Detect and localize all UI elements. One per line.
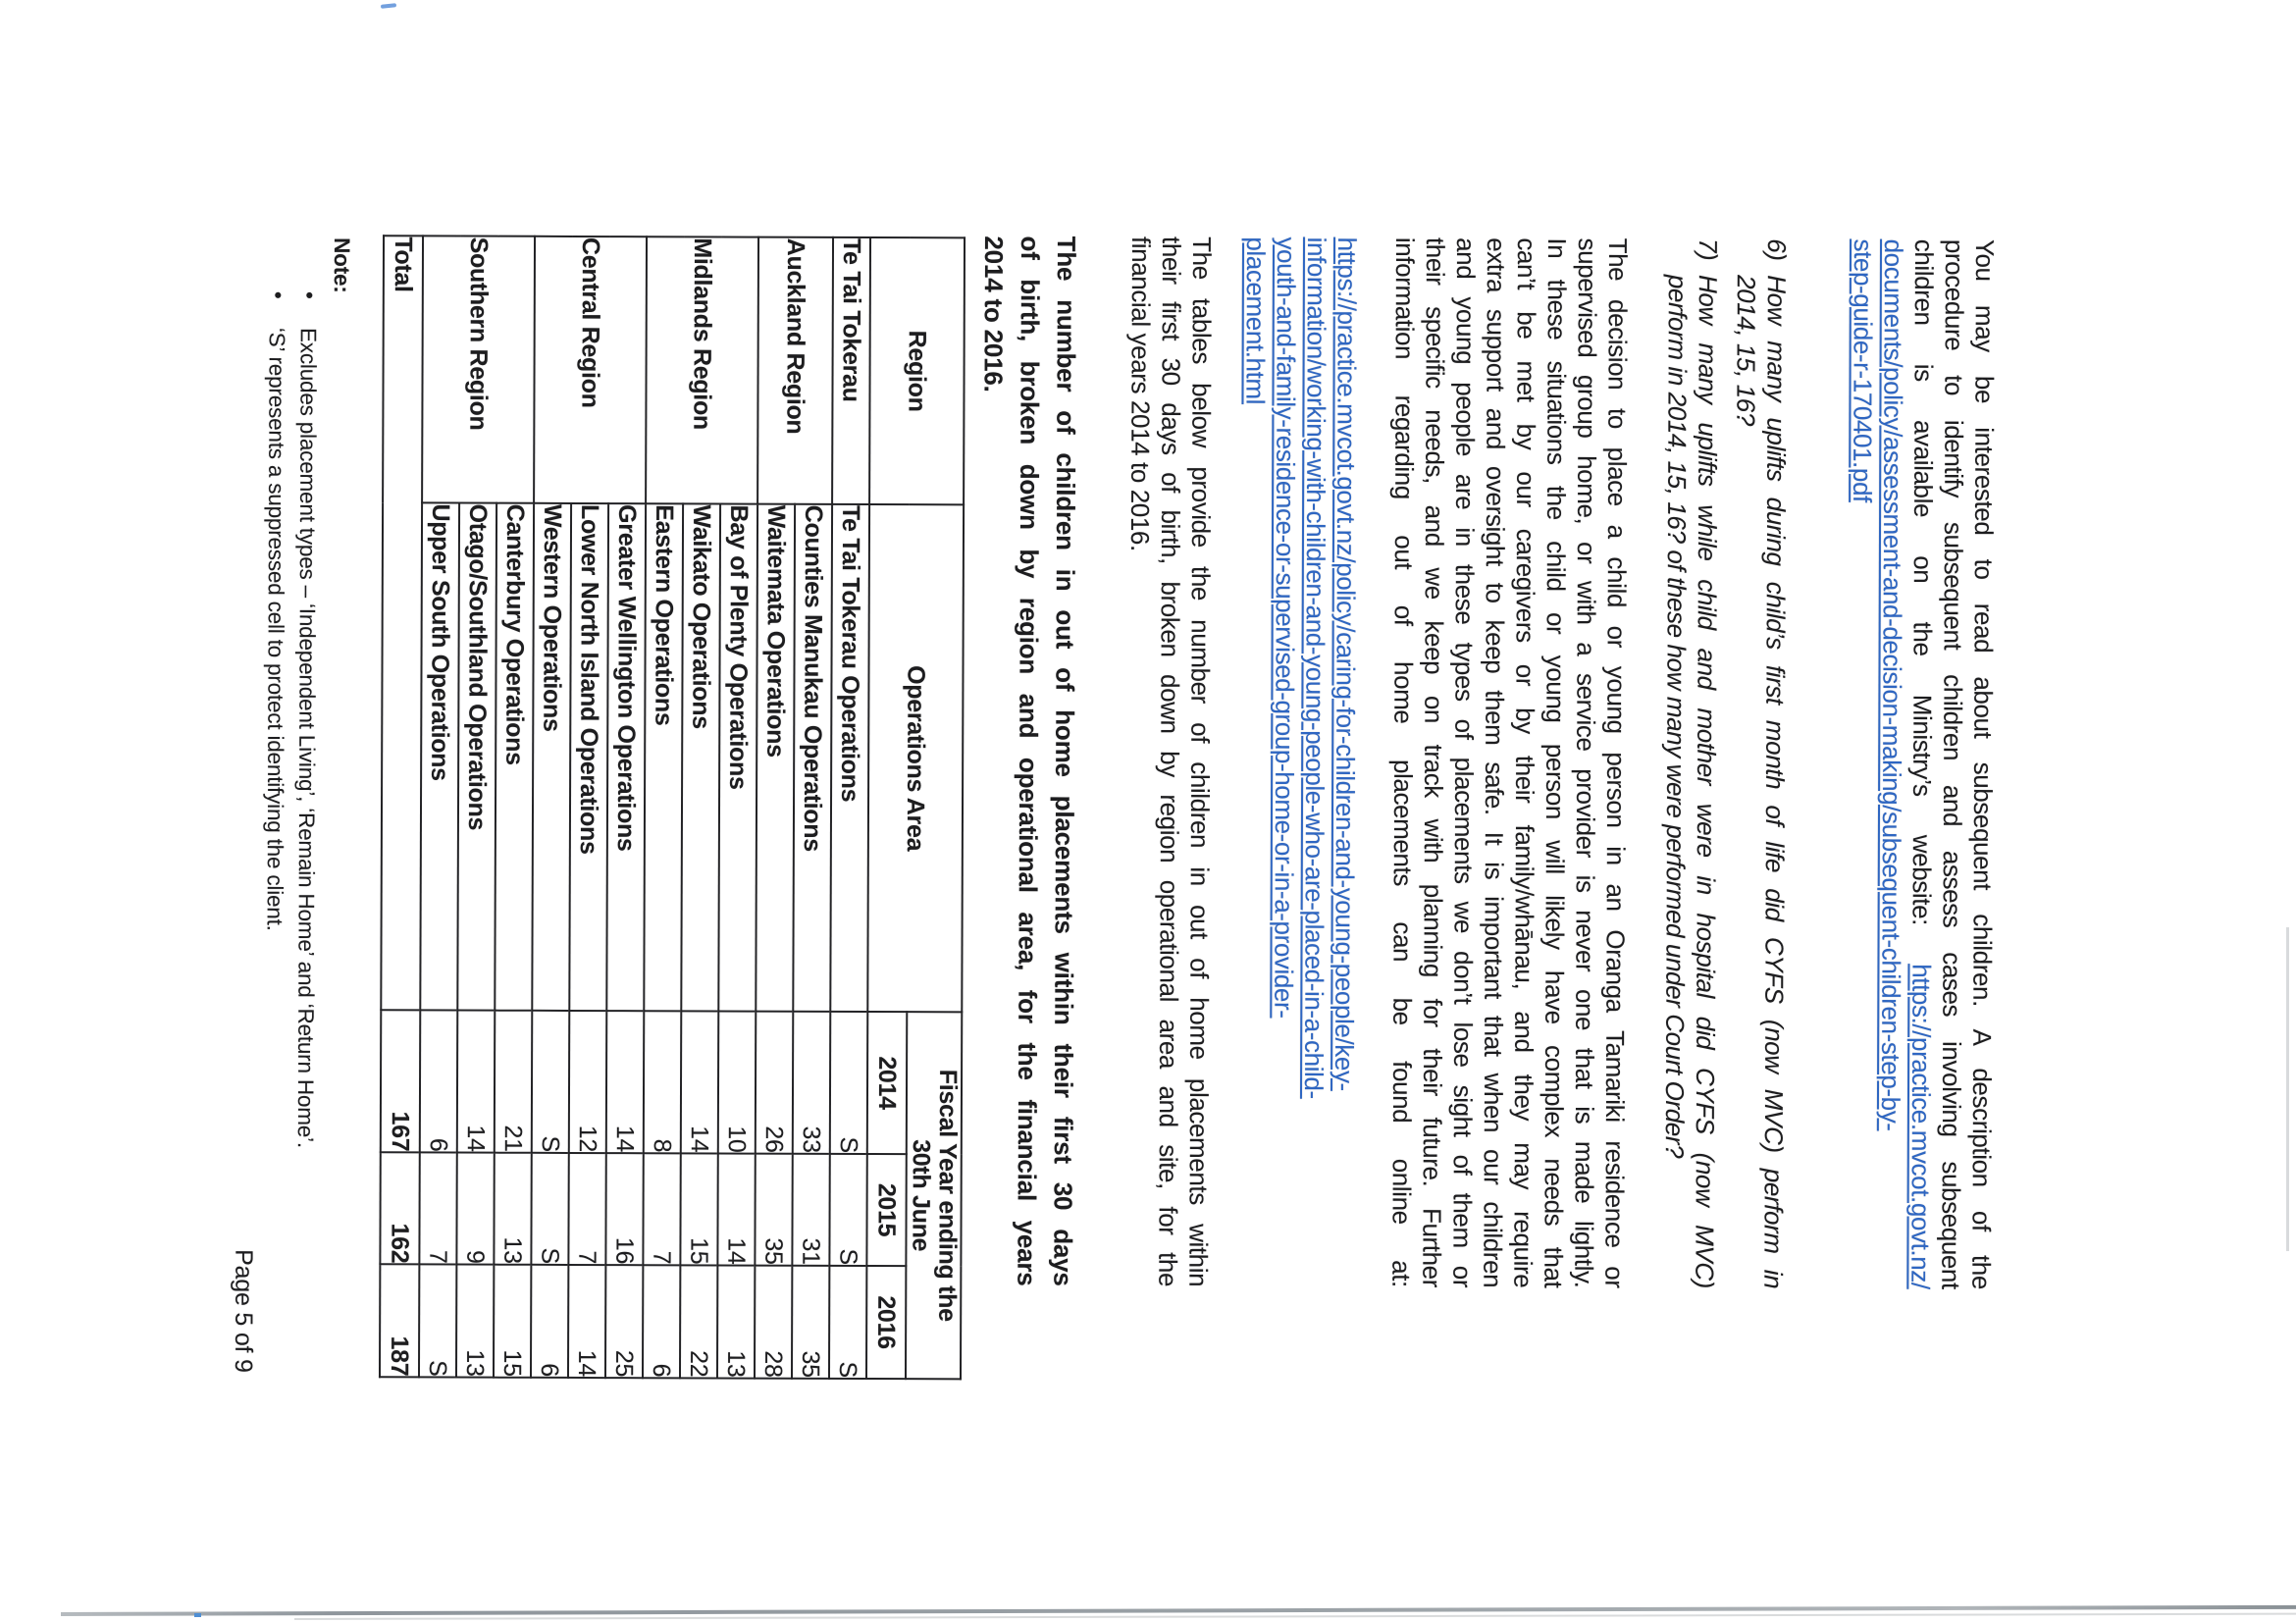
question-number: 7) xyxy=(1693,237,1724,261)
note-label: Note: xyxy=(329,237,355,293)
text-line: information regarding out of home placements can be found online at: xyxy=(1386,236,1421,1287)
text-line: How many uplifts while child and mother were in hospital did CYFS (now MVC) xyxy=(1690,274,1723,1289)
question-7 xyxy=(1658,238,1723,1288)
year-2015-header: 2015 xyxy=(866,1154,906,1266)
value-cell: 22 xyxy=(680,1265,717,1378)
ops-cell: Greater Wellington Operations xyxy=(606,503,646,1011)
text-line xyxy=(1297,237,1331,1287)
value-cell: 14 xyxy=(606,1011,645,1153)
section-heading xyxy=(971,236,1084,1285)
value-cell: 14 xyxy=(457,1011,496,1153)
ops-cell: Te Tai Tokerau Operations xyxy=(830,504,869,1012)
intro-paragraph xyxy=(1844,238,2000,1289)
value-cell: 6 xyxy=(531,1265,568,1378)
value-cell: 33 xyxy=(793,1012,831,1154)
value-cell: 7 xyxy=(568,1153,605,1265)
ops-cell: Eastern Operations xyxy=(644,503,683,1011)
tables-intro-paragraph xyxy=(1122,236,1217,1286)
value-cell: 35 xyxy=(792,1266,829,1379)
value-cell: 35 xyxy=(755,1154,792,1266)
year-2014-header: 2014 xyxy=(867,1012,908,1154)
region-cell: Southern Region xyxy=(422,236,535,502)
value-cell: 7 xyxy=(419,1152,456,1264)
table-row xyxy=(605,236,647,1378)
fiscal-year-header-line: Fiscal Year ending the xyxy=(933,1069,963,1322)
value-cell: 14 xyxy=(568,1265,605,1378)
table-row xyxy=(792,237,833,1379)
ops-cell: Western Operations xyxy=(532,503,571,1011)
value-cell: 15 xyxy=(494,1265,531,1378)
region-cell: Midlands Region xyxy=(646,236,758,503)
fiscal-year-header xyxy=(906,1012,962,1379)
ops-cell: Lower North Island Operations xyxy=(569,503,608,1011)
value-cell: 15 xyxy=(680,1153,717,1265)
table-row xyxy=(717,236,758,1378)
question-6 xyxy=(1727,238,1792,1288)
text-line xyxy=(1267,236,1301,1286)
note-text: Excludes placement types – ‘Independent Living’, ‘Remain Home’ and ‘Return Home’. xyxy=(292,327,321,1148)
value-cell: S xyxy=(830,1012,868,1154)
text-line: The tables below provide the number of children in out of home placements within xyxy=(1183,236,1218,1287)
bullet-icon: • xyxy=(265,290,290,299)
fiscal-year-header-line: 30th June xyxy=(907,1139,935,1252)
value-cell: 31 xyxy=(792,1154,829,1266)
table-row xyxy=(829,237,870,1379)
total-value-cell: 162 xyxy=(380,1152,419,1264)
value-cell: 28 xyxy=(755,1266,792,1379)
page-number: Page 5 of 9 xyxy=(229,1249,258,1373)
note-section xyxy=(256,237,357,1620)
table-header-row xyxy=(906,237,965,1379)
text-line: financial years 2014 to 2016. xyxy=(1124,236,1157,551)
ops-cell: Counties Manukau Operations xyxy=(793,504,832,1012)
value-cell: S xyxy=(829,1154,866,1266)
text-line xyxy=(1874,239,1908,1289)
ministry-website-link[interactable]: https://practice.mvcot.govt.nz/ xyxy=(1905,964,1937,1289)
value-cell: 13 xyxy=(717,1265,755,1378)
value-cell: 14 xyxy=(681,1011,719,1153)
decision-paragraph xyxy=(1385,237,1633,1288)
value-cell: S xyxy=(829,1266,866,1379)
ministry-website-link[interactable]: step-guide-r-170401.pdf xyxy=(1848,238,1879,502)
value-cell: 6 xyxy=(643,1265,680,1378)
total-value-cell: 187 xyxy=(380,1264,419,1377)
text-line: 2014, 15, 16? xyxy=(1731,275,1761,427)
text-line xyxy=(1328,237,1362,1287)
value-cell: 25 xyxy=(605,1265,643,1378)
value-cell: S xyxy=(419,1264,456,1377)
text-line: In these situations the child or young person will likely have complex needs that xyxy=(1539,237,1573,1288)
text-line: The decision to place a child or young person in an Oranga Tamariki residence or xyxy=(1599,237,1634,1288)
text-line xyxy=(1905,239,1939,1289)
value-cell: 12 xyxy=(569,1011,607,1153)
note-text: ‘S’ represents a suppressed cell to protect identifying the client. xyxy=(262,327,289,931)
note-bullet xyxy=(256,237,292,1620)
ops-cell: Bay of Plenty Operations xyxy=(718,503,757,1011)
text-line: perform in 2014, 15, 16? of these how many were performed under Court Order? xyxy=(1659,274,1693,1159)
scan-speck xyxy=(194,1613,201,1617)
value-cell: 9 xyxy=(456,1153,494,1265)
value-cell: 13 xyxy=(456,1265,494,1378)
placements-info-link[interactable]: youth-and-family-residence-or-supervised-group-home-or-in-a-provider- xyxy=(1269,236,1302,1019)
region-cell: Te Tai Tokerau xyxy=(832,237,870,504)
text-line: of birth, broken down by region and operational area, for the financial years xyxy=(1012,236,1046,1286)
placements-table-wrapper xyxy=(378,235,965,1622)
ops-cell: Waitemata Operations xyxy=(756,504,795,1012)
text-line: You may be interested to read about subsequent children. A description of the xyxy=(1966,238,2001,1290)
ops-cell: Upper South Operations xyxy=(420,502,459,1010)
table-total-row xyxy=(380,236,423,1377)
scan-edge-shadow xyxy=(2286,927,2289,1251)
value-cell: 16 xyxy=(605,1153,643,1265)
region-cell: Central Region xyxy=(534,236,647,503)
text-line: The number of children in out of home placements within their first 30 days xyxy=(1048,236,1082,1286)
region-column-header: Region xyxy=(869,237,965,504)
text-line: supervised group home, or with a service provider is never one that is made lightly. xyxy=(1569,237,1603,1288)
value-cell: S xyxy=(531,1153,568,1265)
text-line: How many uplifts during child’s first month of life did CYFS (now MVC) perform in xyxy=(1758,275,1792,1289)
region-cell: Auckland Region xyxy=(757,237,833,504)
text-line: 2014 to 2016. xyxy=(978,236,1010,393)
text-segment: children is available on the Ministry’s website: xyxy=(1906,238,1940,926)
value-cell: 7 xyxy=(643,1153,680,1265)
placements-info-link[interactable]: placement.html xyxy=(1240,236,1272,405)
placements-table xyxy=(379,235,965,1380)
total-value-cell: 167 xyxy=(381,1010,421,1152)
text-line: and young people are in these types of placements we don’t lose sight of them or xyxy=(1447,237,1482,1288)
value-cell: 14 xyxy=(717,1153,755,1265)
placements-info-link[interactable]: https://practice.mvcot.govt.nz/policy/caring-for-children-and-young-people/key- xyxy=(1330,236,1363,1091)
value-cell: 6 xyxy=(420,1010,458,1152)
question-number: 6) xyxy=(1761,238,1793,261)
value-cell: 8 xyxy=(644,1011,682,1153)
operations-area-column-header: Operations Area xyxy=(867,504,964,1012)
text-line: extra support and oversight to keep them safe. It is important that when our children xyxy=(1478,237,1512,1288)
text-line: their first 30 days of birth, broken down by region operational area and site, for the xyxy=(1153,236,1187,1287)
text-line: their specific needs, and we keep on track with planning for their future. Further xyxy=(1417,236,1451,1288)
ops-cell: Waikato Operations xyxy=(681,503,720,1011)
table-row xyxy=(494,236,535,1378)
value-cell: 26 xyxy=(756,1012,794,1154)
value-cell: 13 xyxy=(494,1153,531,1265)
placements-info-link[interactable]: information/working-with-children-and-young-people-who-are-placed-in-a-child- xyxy=(1298,236,1332,1099)
note-list xyxy=(256,237,324,1620)
value-cell: 21 xyxy=(495,1011,533,1153)
bullet-icon: • xyxy=(296,290,322,299)
text-line: procedure to identify subsequent children and assess cases involving subsequent xyxy=(1936,238,1970,1289)
text-line xyxy=(1844,238,1878,1288)
note-bullet xyxy=(287,237,324,1620)
value-cell: S xyxy=(532,1011,570,1153)
total-label-cell: Total xyxy=(381,236,423,1010)
text-line xyxy=(1236,236,1271,1286)
text-line: can’t be met by our caregivers or by their family/whānau, and they may require xyxy=(1508,237,1542,1288)
ops-cell: Otago/Southland Operations xyxy=(457,503,496,1011)
placements-info-link xyxy=(1236,236,1362,1286)
ministry-website-link[interactable]: documents/policy/assessment-and-decision-making/subsequent-children-step-by- xyxy=(1875,238,1909,1131)
value-cell: 10 xyxy=(718,1011,757,1153)
year-2016-header: 2016 xyxy=(866,1266,906,1379)
ops-cell: Canterbury Operations xyxy=(495,503,534,1011)
